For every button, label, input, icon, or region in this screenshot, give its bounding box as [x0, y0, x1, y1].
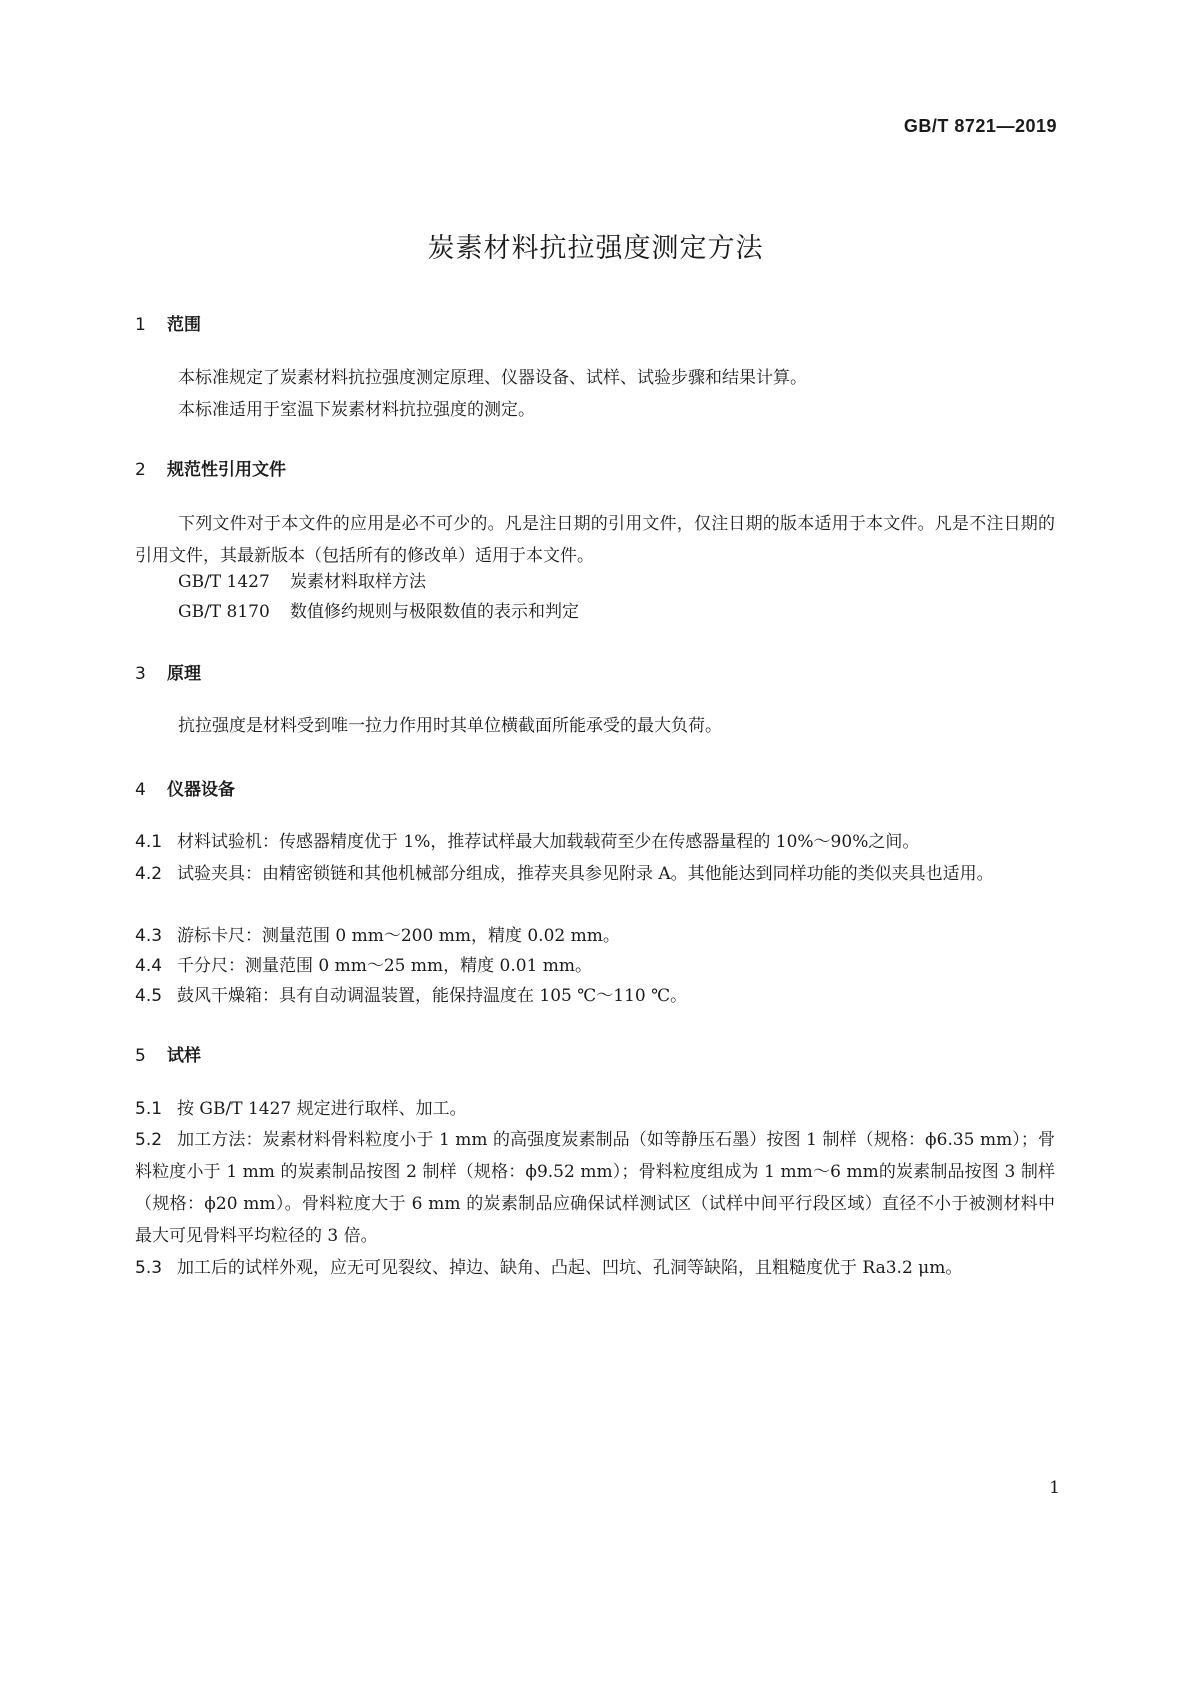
- clause-text: 材料试验机：传感器精度优于 1%，推荐试样最大加载载荷至少在传感器量程的 10%～90%之间。: [177, 832, 920, 852]
- section-number: 1: [135, 315, 146, 335]
- clause-5-3: [135, 1252, 1055, 1284]
- clause-text: 加工后的试样外观，应无可见裂纹、掉边、缺角、凸起、凹坑、孔洞等缺陷，且粗糙度优于 Ra3.2 μm。: [177, 1258, 963, 1278]
- section-number: 5: [135, 1046, 146, 1066]
- section-2-heading: [135, 455, 286, 480]
- reference-code: GB/T 8170: [178, 602, 270, 622]
- clause-4-2: [135, 858, 1055, 890]
- clause-number: 5.2: [135, 1130, 163, 1150]
- clause-4-4: [135, 950, 1055, 982]
- section-number: 2: [135, 460, 146, 480]
- section-title: 仪器设备: [167, 780, 235, 800]
- normative-references-intro: 下列文件对于本文件的应用是必不可少的。凡是注日期的引用文件，仅注日期的版本适用于本文件。凡是不注日期的引用文件，其最新版本（包括所有的修改单）适用于本文件。: [135, 514, 1055, 566]
- clause-number: 4.4: [135, 956, 163, 976]
- section-3-heading: [135, 659, 201, 684]
- section-number: 4: [135, 780, 146, 800]
- clause-number: 5.3: [135, 1258, 163, 1278]
- section-title: 范围: [167, 315, 201, 335]
- section-1-heading: [135, 310, 201, 335]
- section-number: 3: [135, 664, 146, 684]
- clause-4-5: [135, 980, 1055, 1012]
- document-title: 炭素材料抗拉强度测定方法: [427, 233, 764, 264]
- clause-number: 4.2: [135, 864, 163, 884]
- principle-paragraph: 抗拉强度是材料受到唯一拉力作用时其单位横截面所能承受的最大负荷。: [178, 716, 722, 736]
- reference-item: [178, 566, 426, 598]
- page-number: 1: [1049, 1478, 1060, 1498]
- clause-text: 游标卡尺：测量范围 0 mm～200 mm，精度 0.02 mm。: [177, 926, 620, 946]
- clause-number: 4.5: [135, 986, 163, 1006]
- reference-item: [178, 596, 579, 628]
- clause-4-3: [135, 920, 1055, 952]
- standard-number: GB/T 8721—2019: [903, 116, 1057, 136]
- clause-text: 鼓风干燥箱：具有自动调温装置，能保持温度在 105 ℃～110 ℃。: [177, 986, 688, 1006]
- clause-text: 试验夹具：由精密锁链和其他机械部分组成，推荐夹具参见附录 A。其他能达到同样功能的类似夹具也适用。: [177, 864, 994, 884]
- reference-title: 数值修约规则与极限数值的表示和判定: [290, 602, 579, 622]
- clause-5-1: [135, 1093, 1055, 1125]
- clause-5-2: [135, 1124, 1055, 1252]
- clause-4-1: [135, 826, 1055, 858]
- scope-paragraph-2: 本标准适用于室温下炭素材料抗拉强度的测定。: [178, 400, 535, 420]
- section-5-heading: [135, 1041, 201, 1066]
- clause-number: 4.3: [135, 926, 163, 946]
- section-title: 试样: [167, 1046, 201, 1066]
- clause-number: 5.1: [135, 1099, 163, 1119]
- reference-code: GB/T 1427: [178, 572, 270, 592]
- clause-text: 按 GB/T 1427 规定进行取样、加工。: [177, 1099, 467, 1119]
- section-title: 规范性引用文件: [167, 460, 286, 480]
- clause-text: 加工方法：炭素材料骨料粒度小于 1 mm 的高强度炭素制品（如等静压石墨）按图 1 制样（规格：ϕ6.35 mm）；骨料粒度小于 1 mm 的炭素制品按图 2 制样（规格：ϕ9.52 mm）；骨料粒度组成为 1 mm～6 mm的炭素制品按图 3 制样（规格：ϕ20 mm）。骨料粒度大于 6 mm 的炭素制品应确保试样测试区（试样中间平行段区域）直径不小于被测材料中最大可见骨料平均粒径的 3 倍。: [135, 1130, 1055, 1246]
- reference-title: 炭素材料取样方法: [290, 572, 426, 592]
- clause-text: 千分尺：测量范围 0 mm～25 mm，精度 0.01 mm。: [177, 956, 593, 976]
- clause-number: 4.1: [135, 832, 163, 852]
- section-title: 原理: [167, 664, 201, 684]
- scope-paragraph-1: 本标准规定了炭素材料抗拉强度测定原理、仪器设备、试样、试验步骤和结果计算。: [178, 368, 807, 388]
- section-4-heading: [135, 775, 235, 800]
